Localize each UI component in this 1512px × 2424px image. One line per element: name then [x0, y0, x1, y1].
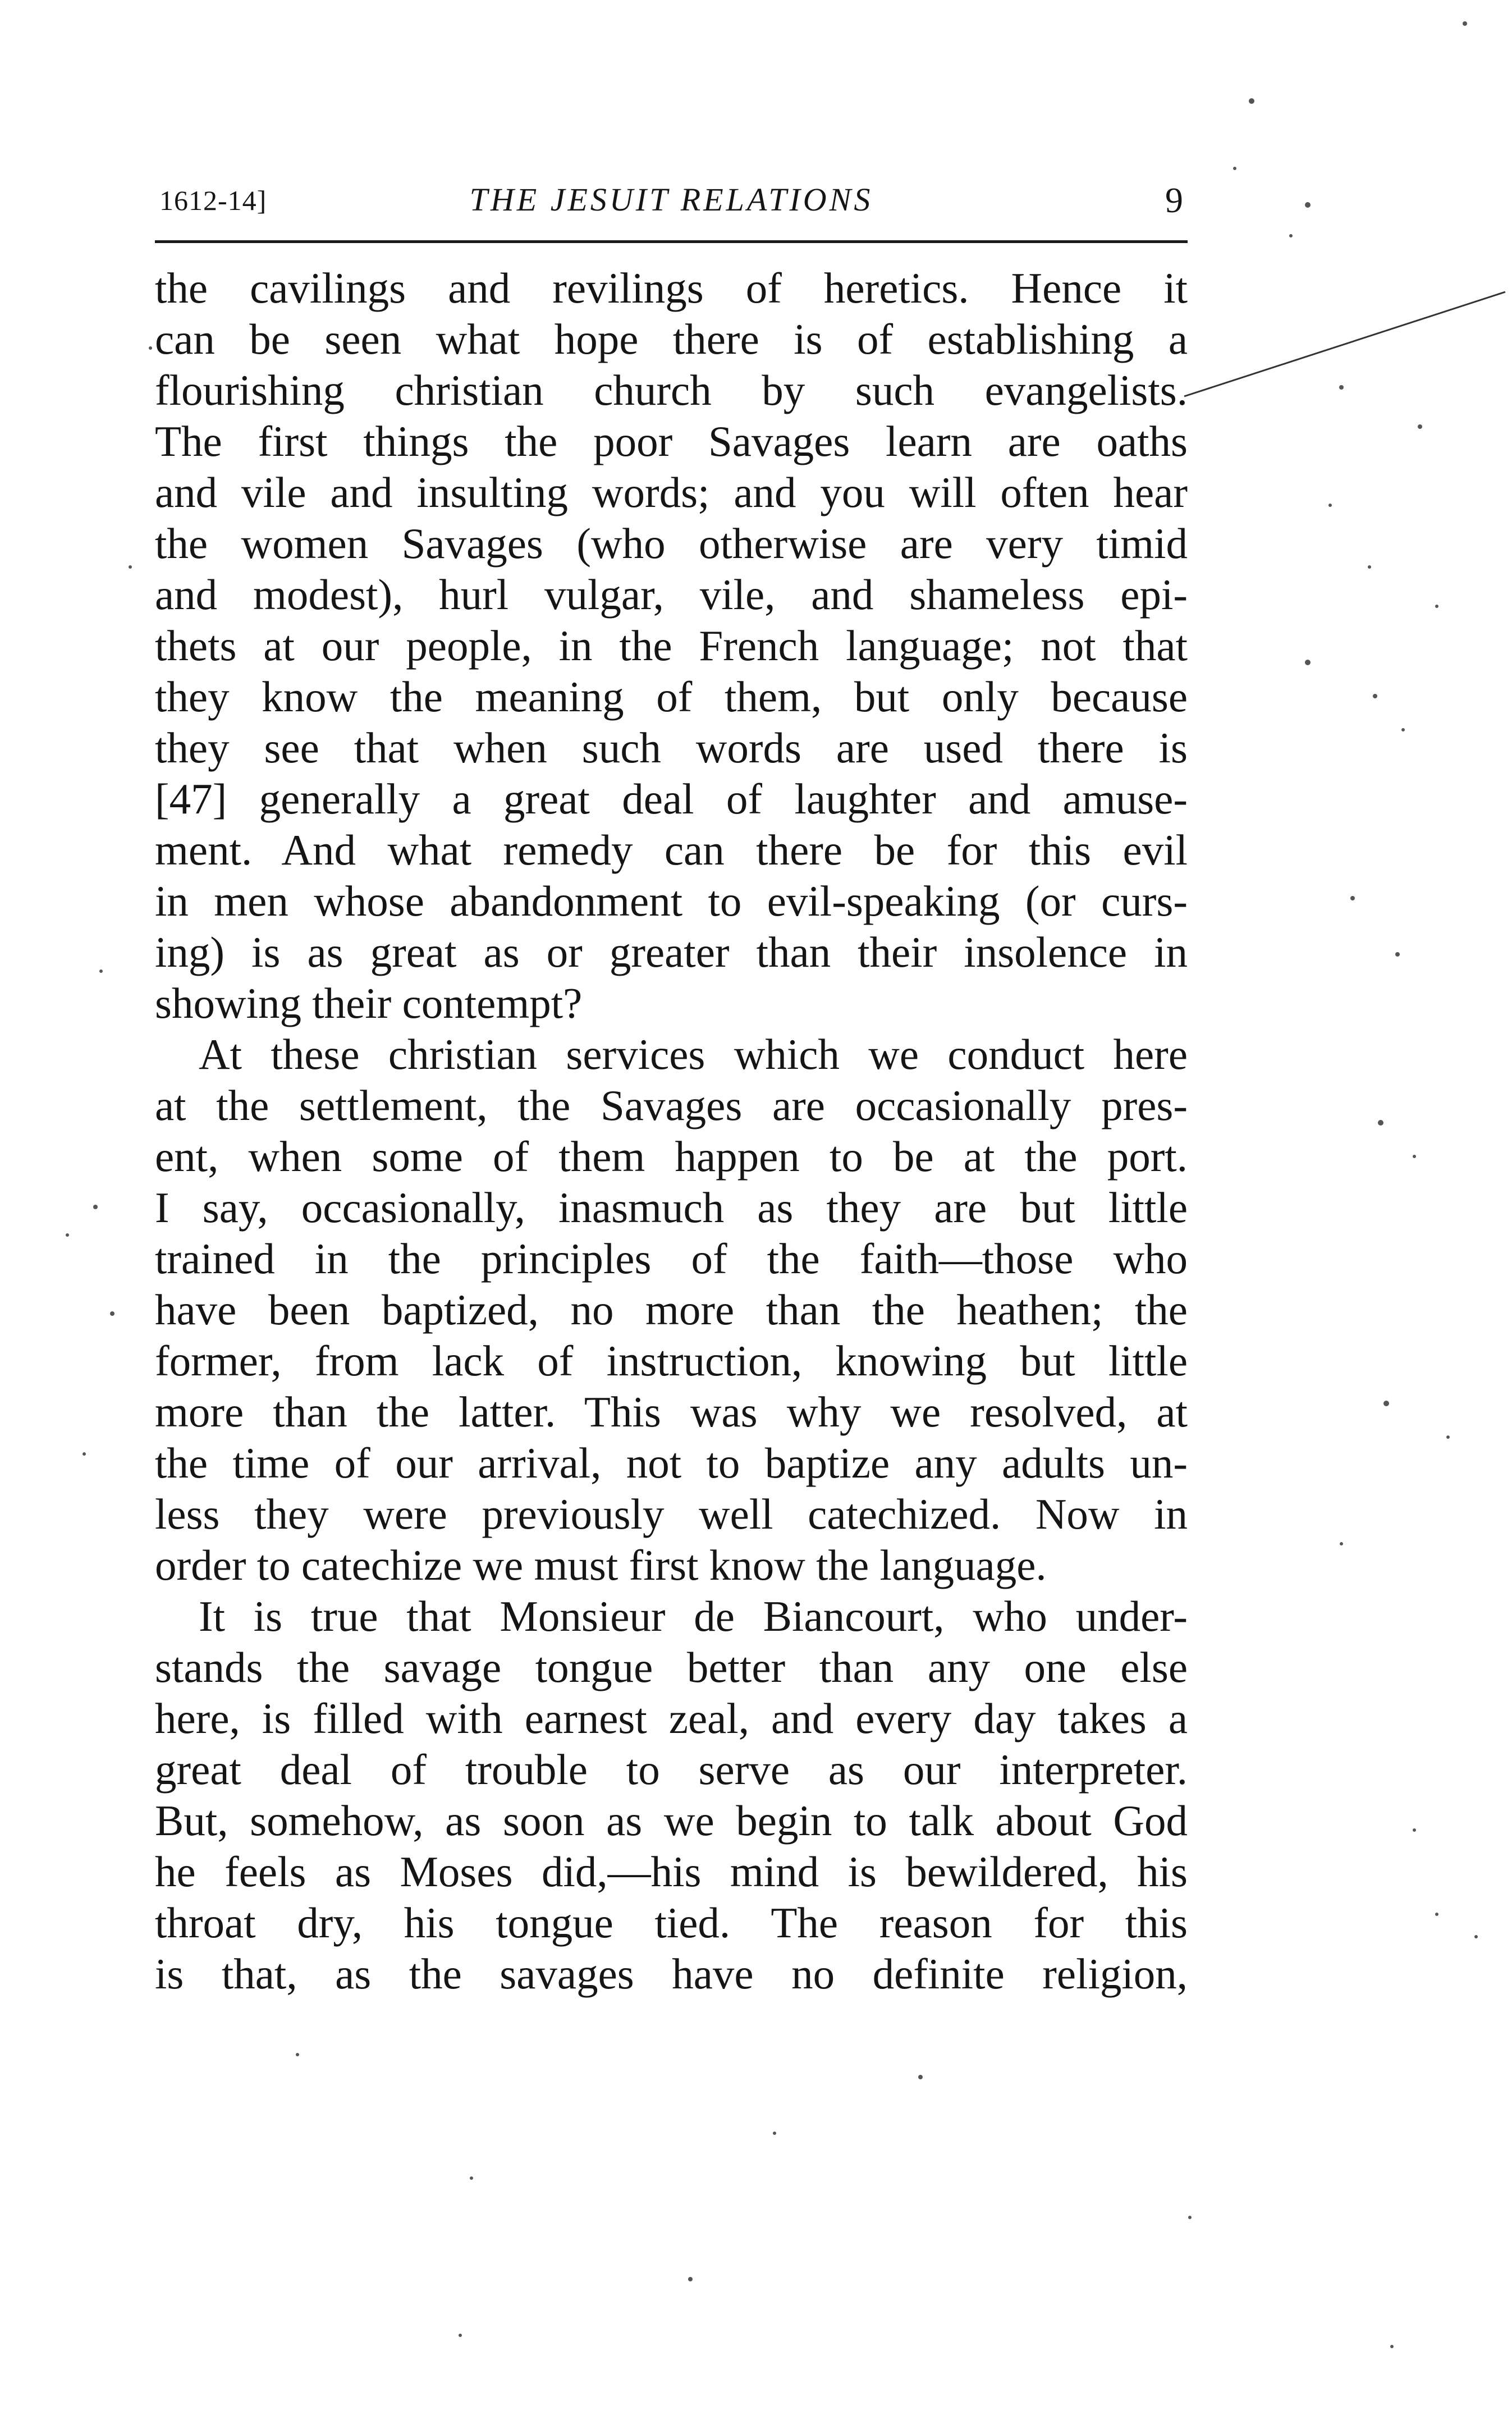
text-line: and vile and insulting words; and you will often hear	[155, 468, 1188, 516]
text-line: trained in the principles of the faith—those who	[155, 1234, 1188, 1283]
text-line: The first things the poor Savages learn are oaths	[155, 417, 1188, 465]
text-line: throat dry, his tongue tied. The reason for this	[155, 1899, 1188, 1947]
text-line: ment. And what remedy can there be for this evil	[155, 826, 1188, 874]
text-line: great deal of trouble to serve as our interpreter.	[155, 1745, 1188, 1794]
text-line: the time of our arrival, not to baptize any adults un-	[155, 1439, 1188, 1487]
text-line: order to catechize we must first know the language.	[155, 1541, 1047, 1589]
page-number: 9	[1165, 180, 1183, 220]
text-line: stands the savage tongue better than any one else	[155, 1643, 1188, 1691]
text-line: at the settlement, the Savages are occasionally pres-	[155, 1081, 1188, 1129]
text-line: It is true that Monsieur de Biancourt, who under-	[199, 1592, 1188, 1640]
text-line: in men whose abandonment to evil-speaking (or curs-	[155, 877, 1188, 925]
text-line: the women Savages (who otherwise are very timid	[155, 519, 1188, 568]
text-line: less they were previously well catechized. Now in	[155, 1490, 1188, 1538]
text-line: here, is filled with earnest zeal, and every day takes a	[155, 1694, 1188, 1742]
text-line: [47] generally a great deal of laughter and amuse-	[155, 775, 1188, 823]
header-date-range: 1612-14]	[159, 185, 267, 216]
text-line: is that, as the savages have no definite religion,	[155, 1950, 1188, 1998]
text-line: I say, occasionally, inasmuch as they are but little	[155, 1183, 1188, 1232]
text-line: ing) is as great as or greater than their insolence in	[155, 928, 1188, 976]
text-line: they see that when such words are used there is	[155, 724, 1188, 772]
text-line: But, somehow, as soon as we begin to talk about God	[155, 1796, 1188, 1845]
text-line: he feels as Moses did,—his mind is bewildered, his	[155, 1847, 1188, 1896]
running-title: THE JESUIT RELATIONS	[469, 181, 873, 218]
text-line: they know the meaning of them, but only because	[155, 673, 1188, 721]
text-line: have been baptized, no more than the heathen; the	[155, 1286, 1188, 1334]
text-line: the cavilings and revilings of heretics. Hence it	[155, 264, 1188, 312]
text-line: flourishing christian church by such evangelists.	[155, 366, 1188, 414]
text-line: more than the latter. This was why we resolved, at	[155, 1388, 1188, 1436]
text-line: showing their contempt?	[155, 979, 583, 1027]
text-line: and modest), hurl vulgar, vile, and shameless epi-	[155, 570, 1188, 619]
text-line: former, from lack of instruction, knowing but little	[155, 1337, 1188, 1385]
text-line: can be seen what hope there is of establishing a	[155, 315, 1188, 363]
text-line: ent, when some of them happen to be at the port.	[155, 1132, 1188, 1181]
text-line: At these christian services which we conduct here	[199, 1030, 1188, 1078]
text-line: thets at our people, in the French language; not that	[155, 621, 1188, 670]
